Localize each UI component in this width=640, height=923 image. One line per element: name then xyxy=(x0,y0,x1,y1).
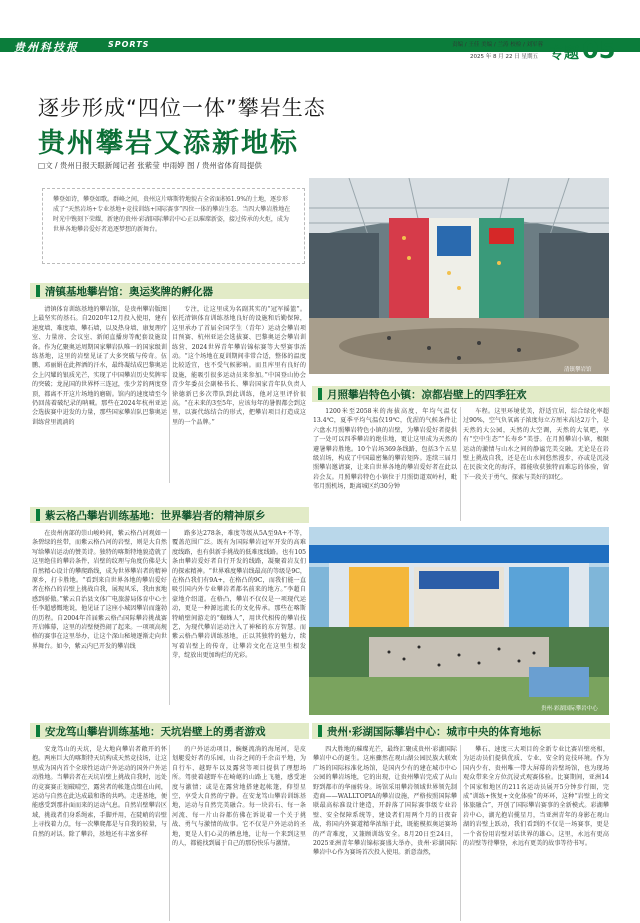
climbing-gym-photo xyxy=(309,178,609,374)
section-title-ziyun xyxy=(30,507,309,523)
section-title-text: 紫云格凸攀岩训练基地：世界攀岩者的精神原乡 xyxy=(45,509,266,522)
page-number: 05 xyxy=(582,36,616,64)
section-title-qingzhen xyxy=(30,283,309,299)
paragraph: 路多达278条，难度等级从5A至9A+不等，覆盖范围广泛。既有为国际攀岩冠军开发的高难度线路，也有供新手挑战的低难度线路。也有105条由攀岩爱好者自行开发的线路，凝聚着岩友们的探索精神。“世界难度攀岩线最高的等级是9C，在格凸我们有9A+，在格凸的9C，而我们能一直吸引国内外专业攀岩者都名前来的地方。”李超自豪地介绍道。在格凸，攀岩不仅仅是一项现代运动，更是一种源远流长的文化传承。那些在喀斯特峭壁间游走的“蜘蛛人”，用世代相传的攀岩技艺，为现代攀岩运动注入了神秘的东方智慧。而紫云格凸攀岩训练基地，正以其独特的魅力，续写着岩壁上的传奇，让攀岩文化在这里生根发芽，绽放出更加绚烂的光彩。 xyxy=(172,530,306,660)
section-title-anlong xyxy=(30,723,309,739)
section-title-text: 安龙笃山攀岩训练基地：天坑岩壁上的勇者游戏 xyxy=(45,725,266,738)
subheadline: 逐步形成“四位一体”攀岩生态 xyxy=(38,96,326,120)
ziyun-column-1 xyxy=(32,529,167,705)
qingzhen-column-2 xyxy=(172,305,306,483)
paragraph: 专注，让这里成为名副其实的“冠军摇篮”。依托清镇体育训练基地良好的设施和后勤保障，这里承办了首届全国学生（青年）运动会攀岩项目预赛、杭州亚运会选拔赛、巴黎奥运会攀岩训练营、2024世界青年攀岩锦标赛等大型赛事活动。“这个场地在夏训期间非常合适，整体的温度比较适宜，也不受气候影响。而且库里有良好的设施，能吸引很多运动员来参加。”中国登山协会青少年委员会副秘书长、攀岩国家青年队负责人徐德新已多次带队到此训练，他对这里评价很高。“在未来的3至5年，应该每年的暑假都会到这里，以赛代练结合的形式，把攀岩项目打造成这里的一个品牌。” xyxy=(172,306,306,426)
column-divider xyxy=(169,529,170,705)
yueshao-column-2 xyxy=(463,407,609,521)
issue-date: 2025 年 8 月 22 日 星期五 xyxy=(470,54,538,60)
masthead-bar xyxy=(0,38,640,52)
photo-caption-caihu: 贵州·彩湖国际攀岩中心 xyxy=(541,706,598,712)
byline: □文 / 贵州日报天眼新闻记者 张紫莹 申雨婷 图 / 贵州省体育局提供 xyxy=(38,161,262,170)
caihu-column-1 xyxy=(313,745,457,921)
column-divider xyxy=(169,305,170,483)
yueshao-column-1 xyxy=(313,407,457,521)
theme-label: 专题 xyxy=(549,44,580,62)
caihu-column-2 xyxy=(463,745,609,921)
caihu-center-photo xyxy=(309,527,609,715)
editor-credits: 责编 / 王佳 美编 / 兰涛 校检 / 刘军蓉 xyxy=(452,42,544,48)
paragraph: 1200米至2058米的海拔高度，年均气温仅13.4℃，夏季平均气温仅19℃，优渥的气候条件让六盘水月照攀岩特色小镇的岩壁，为攀岩爱好者提供了一处可以四季攀岩的绝佳地，更让这里成为天然的避暑攀岩胜地。10个岩场369条线路，包括3个五星级岩场，构成了中国最密集的攀岩矩阵。连续三届月照攀岩邀请赛，让来自世界各地的攀岩爱好者在此以岩会友。月照攀岩特色小镇位于月照街道双岭村，毗邻月照机场，距离城区约30分钟 xyxy=(313,408,457,491)
column-divider xyxy=(460,407,461,521)
qingzhen-column-1 xyxy=(32,305,167,483)
lead-paragraph: 攀登如诗，攀登如歌。群峰之间，贵州这片喀斯特地貌占全省面积61.9%的土地，逐步形成了“天然岩场+专业基地+竞技训练+国际赛事”四位一体的攀岩生态。当四大攀岩胜地在时光中镌刻下荣耀，新建的贵州·彩湖国际攀岩中心正以璀璨新姿，接过传承的火炬，成为世界各地攀岩爱好者追逐梦想的新舞台。 xyxy=(42,188,305,264)
paragraph: 攀石、速度三大项目的全新专业比赛岩壁亮相，为运动员们提供优质、专业、安全的竞技环境。作为国内少有、贵州唯一带大屏幕的岩壁场馆，也为现场观众带来全方位沉浸式观赛体验。比赛期间，亚洲14个国家和地区的211名运动员展开5分钟步行圈，完成“训练+恢复+文化体验”的环环，这种“岩壁上的文体旅融合”，开创了国际攀岩赛事的全新模式。彩湖攀岩中心，湖光抱岩揽星月，当亚洲青年的身影在观山湖的岩壁上跃动，我们看到的不仅是一场赛事，更是一个省份用岩壁对话世界的雄心。这里，永远有更高的岩壁等待攀登，永远有更美的故事等待书写。 xyxy=(463,746,609,848)
section-title-yueshao xyxy=(312,386,610,402)
paragraph: 安龙笃山的天坑，是大地向攀岩者敞开的怀抱。两座巨大的喀斯特天坑构成天然竞技场，让这里成为国内首个全球性运动户外运动的国外户外运动胜地。当攀岩者在天坑岩壁上挑战自我时，远处的竞赛赛正划破晴空，露营者的帐篷点缀在山间，运动与自然在此达成最和谐的共鸣。走进基地，便能感受到那扑面而来的运动气息。自然岩壁攀岩区域，挑战者们身系绳索，手脚并用，在陡峭的岩壁上寻找着力点，每一次攀爬都是与自我的较量，与自然的对话。除了攀岩，基地还有丰富多样 xyxy=(32,746,167,838)
main-headline: 贵州攀岩又添新地标 xyxy=(38,128,299,159)
section-title-text: 月照攀岩特色小镇：凉都岩壁上的四季狂欢 xyxy=(327,388,527,401)
paragraph: 的户外运动项目，蜿蜒流淌的海尾河，是皮划艇爱好者的乐园，山谷之间的千余亩平地，为自行车、越野车以及露营等项目提供了理想场所。驾驶着越野车在崎岖的山路上飞驰，感受速度与激情；或是在露营地搭建起帐篷，仰望星空，享受大自然的宁静。在安龙笃山攀岩训练基地，运动与自然完美融合。每一块岩石、每一条河流、每一片山谷都仿佛在诉说着一个关于挑战、勇气与激情的故事。它不仅是户外运动的圣地，更是人们心灵的栖息地，让每一个来到这里的人，都能找到属于自己的那份快乐与激情。 xyxy=(172,746,306,848)
anlong-column-1 xyxy=(32,745,167,921)
section-title-caihu xyxy=(312,723,610,739)
paragraph: 车程。这里环境优美，舒适宜居，综合绿化率超过90%，空气负氧离子浓度每立方厘米高达2万个，是天然的大公园，天然的大空调，天然的大氧吧，享有“空中生态”“长寿乡”美誉。在月照攀岩小镇，极限运动的激情与山水之间的静谧完美交融。无论是在岩壁上挑战自我，还是在山水间悠然漫步，亦或是沉浸在民族文化的海洋，都能收获独特而难忘的体验，留下一段关于勇气、探索与美好的回忆。 xyxy=(463,408,609,481)
ziyun-column-2 xyxy=(172,529,306,705)
section-title-text: 贵州·彩湖国际攀岩中心：城市中央的体育地标 xyxy=(327,725,541,738)
anlong-column-2 xyxy=(172,745,306,921)
paragraph: 四大胜地的璀璨光芒，最终汇聚成贵州·彩湖国际攀岩中心的诞生。这座骤然在观山湖公园民族大联欢广场的国际标准化场馆，是国内少有的建在城市中心公园的攀岩场地，它的出现，让贵州攀岩完成了从山野到都市的华丽转身。场馆采用攀岩领域世界领先制造商——WALLTOPIA的攀岩设施，严格按照国际攀联最高标准设计建造，开辟落了国际赛事级专业岩壁、安全保障系统等，建设者们用两个月的日夜奋战，将国内外赛道精华浓缩于此，既能模拟奥运赛场的严苛难度，又兼顾训练安全。8月20日至24日，2025亚洲青年攀岩锦标赛盛大举办，贵州·彩湖国际攀岩中心作为赛场首次投入使用。新意盎然， xyxy=(313,746,457,857)
paragraph: 清镇体育训练基地的攀岩馆，是贵州攀岩版图上最坚实的基石。自2020年12月投入使用，建有速度墙、难度墙、攀石墙，以及热身墙、康复理疗室、力量房、会议室、新闻直播房等配套设施设备。作为亿聚奥运周期国家攀岩队唯一的国家级训练基地，这里的岩壁见证了大多突破与传奇。伍鹏、邓丽娟在此挥洒的汗水，最终凝结成巴黎奥运会上闪耀的银质光芒，实现了中国攀岩历史奖牌零的突破；龙昆国的世界杯三连冠，张少芳的两度登顶，都离不开这片场地的磨砺。馆内的速度墙至今仍回荡着破纪录的呐喊。那些在2024年杭州亚运会选拔赛中迸发的力量，那些国家攀岩队巴黎奥运训练营里流淌的 xyxy=(32,306,167,426)
photo-caption-gym: 清镇攀岩馆 xyxy=(564,367,592,373)
column-divider xyxy=(460,745,461,921)
column-divider xyxy=(169,745,170,921)
section-title-text: 清镇基地攀岩馆：奥运奖牌的孵化器 xyxy=(45,285,213,298)
section-label: SPORTS xyxy=(108,40,150,49)
newspaper-logo: 贵州科技报 xyxy=(14,41,79,54)
paragraph: 在贵州南部的崇山峻岭间，紫云格凸河观如一条碧绿的丝带，而紫云格凸河的岩壁，则是大自然写给攀岩运动的赞美诗。独特的喀斯特地貌造就了这里绝佳的攀岩条件，岩壁的纹理与角度仿佛是大自然精心设计的攀爬路线，成为世界攀岩者的精神原乡，打卡胜地。“看到来自世界各地的攀岩爱好者在格凸的岩壁上挑战自我，展现风采，我由衷地感到骄傲。”紫云自治县文体广电旅游局体育中心主任李超感慨地说，他见证了这座小城因攀岩而蓬勃的历程。自2004年首届紫云格凸国际攀岩挑战赛开启帷幕，这里的岩壁便热闹了起来。一项项高规格的赛事在这里举办，让这个深山秘境逐渐走向世界舞台。如今，紫云内已开发的攀岩线 xyxy=(32,530,167,650)
